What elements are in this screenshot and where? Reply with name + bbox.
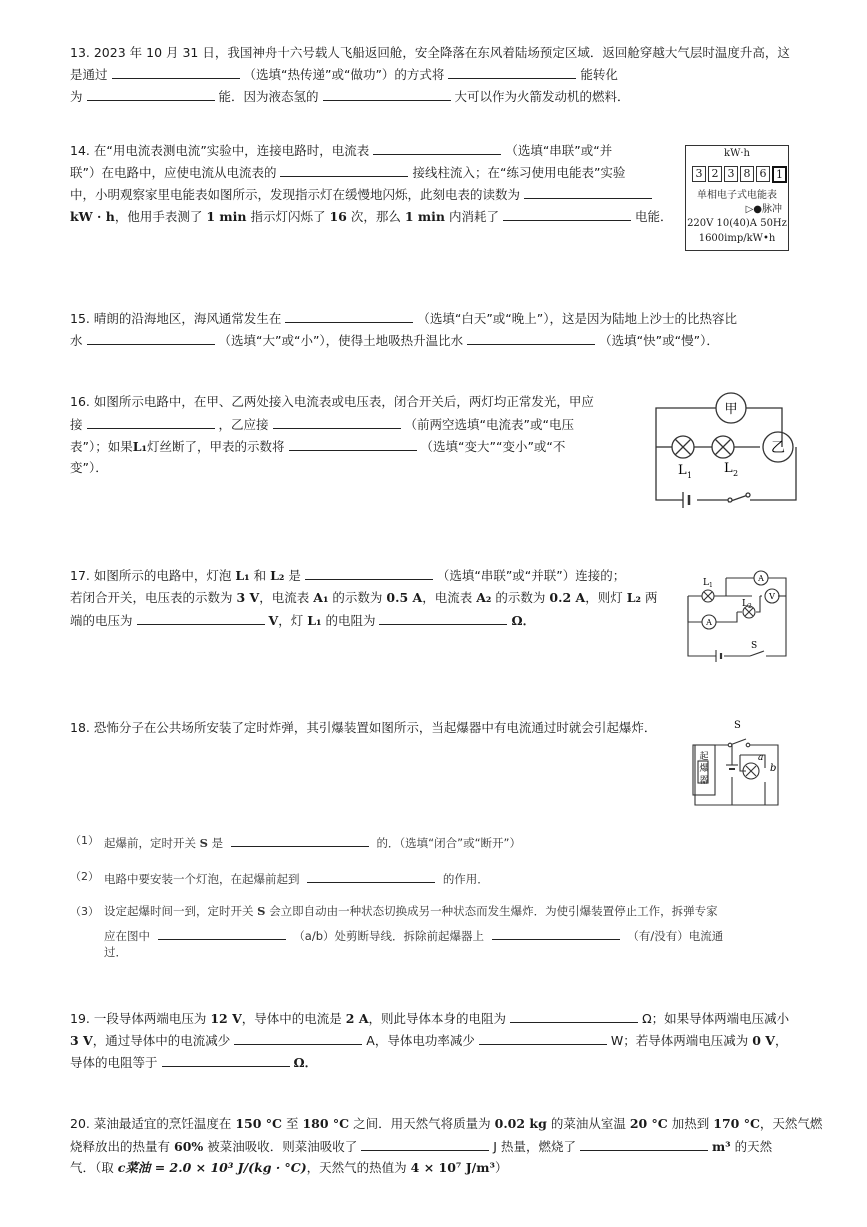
answer-blank[interactable] — [379, 610, 507, 625]
q17-unit: V — [268, 613, 279, 628]
q16-text: 16. 如图所示电路中，在甲、乙两处接入电流表或电压表，闭合开关后，两灯均正常发光，甲应 — [70, 394, 594, 409]
q17-symbol: L₁ — [307, 613, 322, 628]
q14-text: （选填“串联”或“并 — [505, 143, 613, 158]
lamp-l2-label: L — [724, 461, 733, 476]
q16-text: （选填“变大”“变小”或“不 — [420, 439, 566, 454]
q19-text: ， — [774, 1033, 788, 1048]
meter-yi-label: 乙 — [771, 440, 785, 456]
q16-circuit-figure — [650, 390, 805, 515]
q14-value: 1 min — [206, 209, 247, 224]
q19-value: 12 V — [210, 1011, 242, 1026]
q14-text: 指示灯闪烁了 — [250, 209, 326, 224]
meter-digit-decimal: 1 — [772, 166, 787, 183]
q17-text: 的示数为 — [332, 590, 383, 605]
q13-text: 能转化 — [580, 67, 618, 82]
lamp-l2-sub: 2 — [733, 469, 739, 478]
q18-text: 应在图中 — [104, 929, 150, 943]
q17-line-3 — [70, 610, 535, 629]
q17-l1-label: L — [703, 578, 709, 588]
q18-text: 是 — [211, 836, 224, 850]
q14-text: 内消耗了 — [448, 209, 499, 224]
part-number: （3） — [70, 905, 99, 918]
answer-blank[interactable] — [361, 1136, 489, 1151]
q19-unit: Ω． — [293, 1055, 318, 1070]
meter-digit: 3 — [692, 166, 706, 182]
meter-name: 单相电子式电能表 — [697, 190, 777, 201]
q20-text: ） — [494, 1160, 508, 1175]
q14-text: 电能． — [634, 209, 673, 224]
part-number: （2） — [70, 870, 99, 883]
q14-value: 1 min — [404, 209, 445, 224]
q16-lamp-label: L₁ — [132, 439, 147, 454]
answer-blank[interactable] — [510, 1008, 638, 1023]
q13-line-1 — [70, 43, 790, 61]
answer-blank[interactable] — [87, 330, 215, 345]
q18-detonator-figure — [690, 715, 790, 810]
meter-constant: 1600imp/kW•h — [698, 233, 776, 244]
q18-switch-label: S — [734, 720, 741, 731]
q20-text: 烧释放出的热量有 — [70, 1139, 171, 1154]
q18-text: 会立即自动由一种状态切换成另一种状态而发生爆炸．为使引爆装置停止工作，拆弹专家 — [269, 904, 718, 918]
q17-text: （选填“串联”或“并联”）连接的； — [436, 568, 626, 583]
q16-text: 变”）． — [70, 460, 108, 475]
q14-text: 联”）在电路中，应使电流从电流表的 — [70, 165, 277, 180]
meter-digit: 2 — [708, 166, 722, 182]
q17-text: 和 — [253, 568, 267, 583]
q18-text: 的作用． — [442, 872, 489, 886]
q14-line-3 — [70, 184, 656, 203]
answer-blank[interactable] — [323, 86, 451, 101]
q18-part-3 — [70, 903, 718, 919]
q16-text: （前两空选填“电流表”或“电压 — [404, 417, 574, 432]
q14-text: 14. 在“用电流表测电流”实验中，连接电路时，电流表 — [70, 143, 370, 158]
q17-symbol: L₁ — [235, 568, 250, 583]
q18-text: 起爆前，定时开关 — [104, 836, 196, 850]
answer-blank[interactable] — [112, 64, 240, 79]
meter-digit: 8 — [740, 166, 754, 182]
answer-blank[interactable] — [503, 206, 631, 221]
answer-blank[interactable] — [524, 184, 652, 199]
q20-text: 的菜油从室温 — [550, 1116, 626, 1131]
q19-text: A，导体电功率减少 — [366, 1033, 475, 1048]
q16-text: 表”）；如果 — [70, 439, 133, 454]
q17-l2-label: L — [742, 599, 748, 609]
q17-text: 的示数为 — [495, 590, 546, 605]
q18-point-a: a — [758, 753, 764, 763]
ammeter-top-label: A — [758, 574, 764, 583]
q14-line-4 — [70, 206, 672, 225]
detonator-label: 爆 — [699, 764, 709, 774]
detonator-label: 起 — [699, 752, 709, 762]
q14-line-2 — [70, 162, 625, 181]
q20-text: ，天然气的热值为 — [306, 1160, 407, 1175]
q17-value: 3 V — [236, 590, 260, 605]
q17-symbol: L₂ — [270, 568, 285, 583]
voltmeter-label: V — [769, 592, 775, 601]
q18-symbol: S — [199, 836, 208, 850]
answer-blank[interactable] — [580, 1136, 708, 1151]
q17-value: 0.2 A — [549, 590, 586, 605]
q14-line-1 — [70, 140, 612, 159]
q20-value: 150 °C — [235, 1116, 282, 1131]
answer-blank[interactable] — [137, 610, 265, 625]
q16-text: 灯丝断了，甲表的示数将 — [147, 439, 285, 454]
q20-text: 之间．用天然气将质量为 — [353, 1116, 491, 1131]
q19-value: 2 A — [345, 1011, 369, 1026]
q14-text: ，他用手表测了 — [114, 209, 203, 224]
answer-blank[interactable] — [307, 868, 435, 883]
q15-line-2 — [70, 330, 719, 349]
answer-blank[interactable] — [87, 414, 215, 429]
q19-text: Ω；如果导体两端电压减小 — [642, 1011, 790, 1026]
q15-text: （选填“大”或“小”），使得土地吸热升温比水 — [218, 333, 464, 348]
q18-part-1 — [70, 832, 521, 851]
answer-blank[interactable] — [448, 64, 576, 79]
q17-text: 17. 如图所示的电路中，灯泡 — [70, 568, 232, 583]
answer-blank[interactable] — [467, 330, 595, 345]
answer-blank[interactable] — [305, 565, 433, 580]
lamp-l1-sub: 1 — [687, 471, 693, 480]
q14-text: 接线柱流入；在“练习使用电能表”实验 — [412, 165, 626, 180]
q13-text: 为 — [70, 89, 83, 104]
part-number: （1） — [70, 834, 99, 847]
q17-line-1 — [70, 565, 625, 584]
q17-unit: Ω． — [511, 613, 536, 628]
q19-value: 3 V — [70, 1033, 93, 1048]
q18-text: （有/没有）电流通 — [627, 929, 724, 943]
q13-text: 13. 2023 年 10 月 31 日，我国神舟十六号载人飞船返回舱，安全降落在东风着陆场预定区域．返回舱穿越大气层时温度升高，这 — [70, 45, 790, 60]
q14-text: 中，小明观察家里电能表如图所示，发现指示灯在缓慢地闪烁，此刻电表的读数为 — [70, 187, 521, 202]
switch-s-label: S — [751, 641, 758, 651]
q13-text: 能．因为液态氢的 — [218, 89, 319, 104]
detonator-label: 器 — [699, 776, 709, 786]
q17-text: 端的电压为 — [70, 613, 133, 628]
q20-value: 20 °C — [629, 1116, 668, 1131]
q14-value: 16 — [329, 209, 347, 224]
q18-text: 电路中要安装一个灯泡，在起爆前起到 — [104, 872, 300, 886]
q19-text: ，通过导体中的电流减少 — [92, 1033, 231, 1048]
q16-line-1 — [70, 392, 594, 410]
q17-text: ，则灯 — [585, 590, 623, 605]
q18-text: 18. 恐怖分子在公共场所安装了定时炸弹，其引爆装置如图所示，当起爆器中有电流通过时就会引起爆炸． — [70, 720, 657, 735]
q13-text: 大可以作为火箭发动机的燃料． — [454, 89, 630, 104]
q19-text: W；若导体两端电压减为 — [610, 1033, 749, 1048]
answer-blank[interactable] — [280, 162, 408, 177]
q20-formula: c菜油 = 2.0 × 10³ J/(kg · °C) — [117, 1160, 307, 1175]
q20-text: 加热到 — [671, 1116, 710, 1131]
q19-line-1 — [70, 1008, 789, 1027]
answer-blank[interactable] — [234, 1030, 362, 1045]
answer-blank[interactable] — [492, 925, 620, 940]
q19-value: 0 V — [752, 1033, 775, 1048]
answer-blank[interactable] — [289, 436, 417, 451]
q19-text: ，导体中的电流是 — [241, 1011, 342, 1026]
q17-l1-sub: 1 — [709, 582, 713, 589]
q19-text: 19. 一段导体两端电压为 — [70, 1011, 207, 1026]
q19-text: 导体的电阻等于 — [70, 1055, 158, 1070]
q17-text: 两 — [644, 590, 658, 605]
q13-text: （选填“热传递”或“做功”）的方式将 — [243, 67, 445, 82]
q20-text: 气．（取 — [70, 1160, 114, 1175]
q20-value: 60% — [174, 1139, 204, 1154]
q17-symbol: A₁ — [313, 590, 329, 605]
q20-text: 被菜油吸收．则菜油吸收了 — [207, 1139, 358, 1154]
meter-jia-label: 甲 — [724, 402, 738, 417]
answer-blank[interactable] — [87, 86, 215, 101]
q20-text: ，天然气燃 — [759, 1116, 823, 1131]
meter-digits — [692, 166, 787, 183]
q18-part-3-line-3 — [104, 944, 127, 960]
answer-blank[interactable] — [231, 832, 369, 847]
q20-value: 170 °C — [713, 1116, 760, 1131]
q16-text: ，乙应接 — [218, 417, 269, 432]
q13-text: 是通过 — [70, 67, 108, 82]
q16-text: 接 — [70, 417, 83, 432]
q18-point-b: b — [770, 763, 777, 774]
meter-rating: 220V 10(40)A 50Hz — [687, 218, 787, 229]
q18-part-2 — [70, 868, 489, 887]
q13-line-2 — [70, 64, 618, 83]
q15-line-1 — [70, 308, 737, 327]
q17-text: ，电流表 — [259, 590, 310, 605]
q18-line-1 — [70, 718, 656, 736]
q17-value: 0.5 A — [386, 590, 423, 605]
q20-line-1 — [70, 1114, 822, 1132]
q16-line-2 — [70, 414, 574, 433]
q20-text: J 热量，燃烧了 — [493, 1139, 576, 1154]
q17-text: ，电流表 — [422, 590, 473, 605]
q17-symbol: A₂ — [476, 590, 492, 605]
q18-text: （a/b）处剪断导线．拆除前起爆器上 — [293, 929, 485, 943]
q20-value: 0.02 kg — [494, 1116, 547, 1131]
meter-digit: 3 — [724, 166, 738, 182]
q14-text: 次，那么 — [350, 209, 401, 224]
q17-l2-sub: 2 — [748, 603, 752, 610]
q17-line-2 — [70, 588, 657, 606]
q18-text: 的．（选填“闭合”或“断开”） — [376, 836, 522, 850]
answer-blank[interactable] — [273, 414, 401, 429]
q17-text: 的电阻为 — [325, 613, 376, 628]
q17-text: 若闭合开关，电压表的示数为 — [70, 590, 233, 605]
q18-text: 过． — [104, 945, 127, 959]
q16-line-4 — [70, 458, 108, 476]
answer-blank[interactable] — [162, 1052, 290, 1067]
q20-unit: m³ — [711, 1139, 731, 1154]
q20-line-3 — [70, 1158, 507, 1176]
meter-pulse: ▷●脉冲 — [745, 204, 782, 215]
q20-line-2 — [70, 1136, 772, 1155]
q15-text: （选填“快”或“慢”）． — [599, 333, 719, 348]
q20-formula: 4 × 10⁷ J/m³ — [410, 1160, 495, 1175]
meter-unit: kW·h — [724, 148, 750, 159]
q17-symbol: L₂ — [626, 590, 641, 605]
q18-text: 设定起爆时间一到，定时开关 — [104, 904, 254, 918]
lamp-l1-label: L — [678, 463, 687, 478]
q20-text: 20. 菜油最适宜的烹饪温度在 — [70, 1116, 232, 1131]
electric-meter-figure — [685, 145, 789, 251]
q17-text: ，灯 — [278, 613, 304, 628]
q19-line-2 — [70, 1030, 787, 1049]
q17-text: 是 — [288, 568, 301, 583]
meter-digit: 6 — [756, 166, 770, 182]
q16-line-3 — [70, 436, 565, 455]
q15-text: （选填“白天”或“晚上”），这是因为陆地上沙士的比热容比 — [417, 311, 738, 326]
q20-text: 至 — [285, 1116, 299, 1131]
q20-text: 的天然 — [734, 1139, 773, 1154]
q14-unit: kW · h — [70, 209, 115, 224]
q20-value: 180 °C — [302, 1116, 350, 1131]
q15-text: 水 — [70, 333, 83, 348]
answer-blank[interactable] — [285, 308, 413, 323]
ammeter-bottom-label: A — [706, 618, 712, 627]
q18-symbol: S — [257, 904, 266, 918]
q15-text: 15. 晴朗的沿海地区，海风通常发生在 — [70, 311, 282, 326]
answer-blank[interactable] — [373, 140, 501, 155]
answer-blank[interactable] — [479, 1030, 607, 1045]
q19-text: ，则此导体本身的电阻为 — [368, 1011, 507, 1026]
q19-line-3 — [70, 1052, 317, 1071]
q13-line-3 — [70, 86, 630, 105]
answer-blank[interactable] — [158, 925, 286, 940]
q18-part-3-line-2 — [104, 925, 723, 944]
q17-circuit-figure — [682, 568, 794, 663]
